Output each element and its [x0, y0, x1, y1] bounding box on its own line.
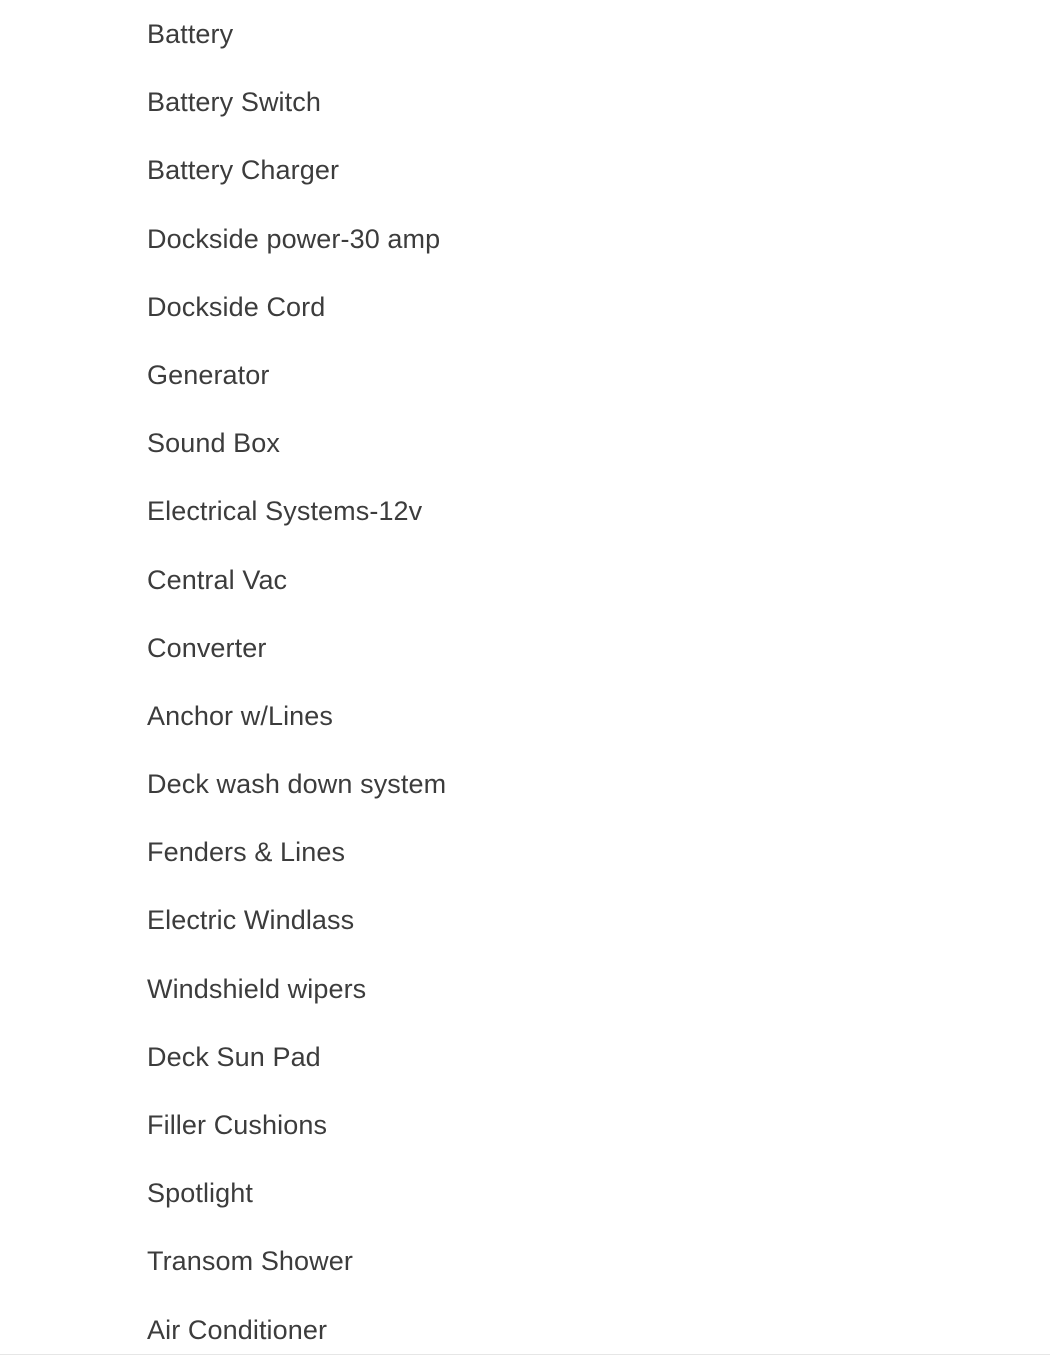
list-item: Anchor w/Lines	[147, 700, 333, 731]
list-item: Deck wash down system	[147, 769, 447, 800]
list-item: Deck Sun Pad	[147, 1041, 321, 1072]
list-item: Electrical Systems-12v	[147, 496, 423, 527]
list-item: Air Conditioner	[147, 1314, 328, 1345]
list-item: Central Vac	[147, 564, 288, 595]
list-item: Transom Shower	[147, 1246, 353, 1277]
list-item: Filler Cushions	[147, 1110, 328, 1140]
list-item: Dockside Cord	[147, 291, 326, 322]
list-item: Converter	[147, 632, 267, 663]
list-item: Dockside power-30 amp	[147, 223, 441, 254]
list-item: Generator	[147, 359, 270, 390]
list-item: Fenders & Lines	[147, 837, 346, 868]
list-item: Sound Box	[147, 428, 280, 459]
list-item: Spotlight	[147, 1178, 253, 1209]
list-item: Battery Charger	[147, 155, 340, 186]
list-item: Battery	[147, 19, 234, 49]
equipment-list	[147, 0, 1027, 1364]
list-item: Battery Switch	[147, 87, 321, 118]
list-item: Electric Windlass	[147, 905, 355, 936]
page-bottom-divider	[0, 1354, 1050, 1366]
list-item: Windshield wipers	[147, 973, 367, 1004]
